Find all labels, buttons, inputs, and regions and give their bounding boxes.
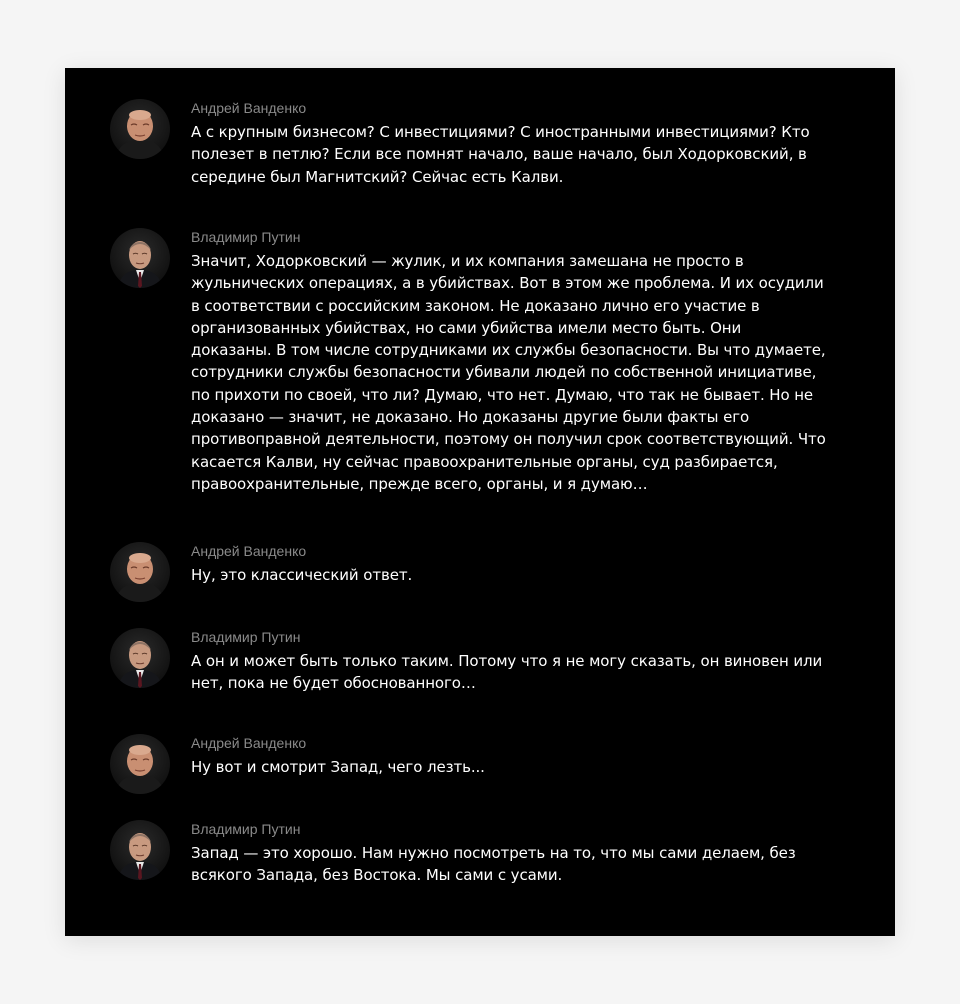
message-text: Запад — это хорошо. Нам нужно посмотреть на то, что мы сами делаем, без всякого Запада, без Востока. Мы сами с усами. <box>191 844 796 885</box>
author-name: Владимир Путин <box>191 629 301 645</box>
author-name: Владимир Путин <box>191 229 301 245</box>
transcript-panel <box>65 68 895 936</box>
putin-portrait-icon <box>110 228 170 288</box>
message-text: Ну вот и смотрит Запад, чего лезть... <box>191 758 485 776</box>
putin-portrait-icon <box>110 628 170 688</box>
author-name: Андрей Ванденко <box>191 543 307 559</box>
message-text: А он и может быть только таким. Потому что я не могу сказать, он виновен или нет, пока не будет обоснованного… <box>191 652 823 693</box>
author-name: Андрей Ванденко <box>191 100 307 116</box>
vandenko-portrait-icon <box>110 99 170 159</box>
message-text: Значит, Ходорковский — жулик, и их компания замешана не просто в жульнических операциях, а в убийствах. Вот в этом же проблема. И их осудили в соответствии с российским законом. Не доказано лично его участие в организованных убийствах, но сами убийства имели место быть. Они доказаны. В том числе сотрудниками их службы безопасности. Вы что думаете, сотрудники службы безопасности убивали людей по собственной инициативе, по прихоти по своей, что ли? Думаю, что нет. Думаю, что так не бывает. Но не доказано — значит, не доказано. Но доказаны другие были факты его противоправной деятельности, поэтому он получил срок соответствующий. Что касается Калви, ну сейчас правоохранительные органы, суд разбирается, правоохранительные, прежде всего, органы, и я думаю… <box>191 252 826 493</box>
vandenko-portrait-icon <box>110 734 170 794</box>
author-name: Андрей Ванденко <box>191 735 307 751</box>
author-name: Владимир Путин <box>191 821 301 837</box>
vandenko-portrait-icon <box>110 542 170 602</box>
putin-portrait-icon <box>110 820 170 880</box>
message-text: Ну, это классический ответ. <box>191 566 413 584</box>
message-text: А с крупным бизнесом? С инвестициями? С иностранными инвестициями? Кто полезет в петлю? Если все помнят начало, ваше начало, был Ходорковский, в середине был Магнитский? Сейчас есть Калви. <box>191 123 810 186</box>
